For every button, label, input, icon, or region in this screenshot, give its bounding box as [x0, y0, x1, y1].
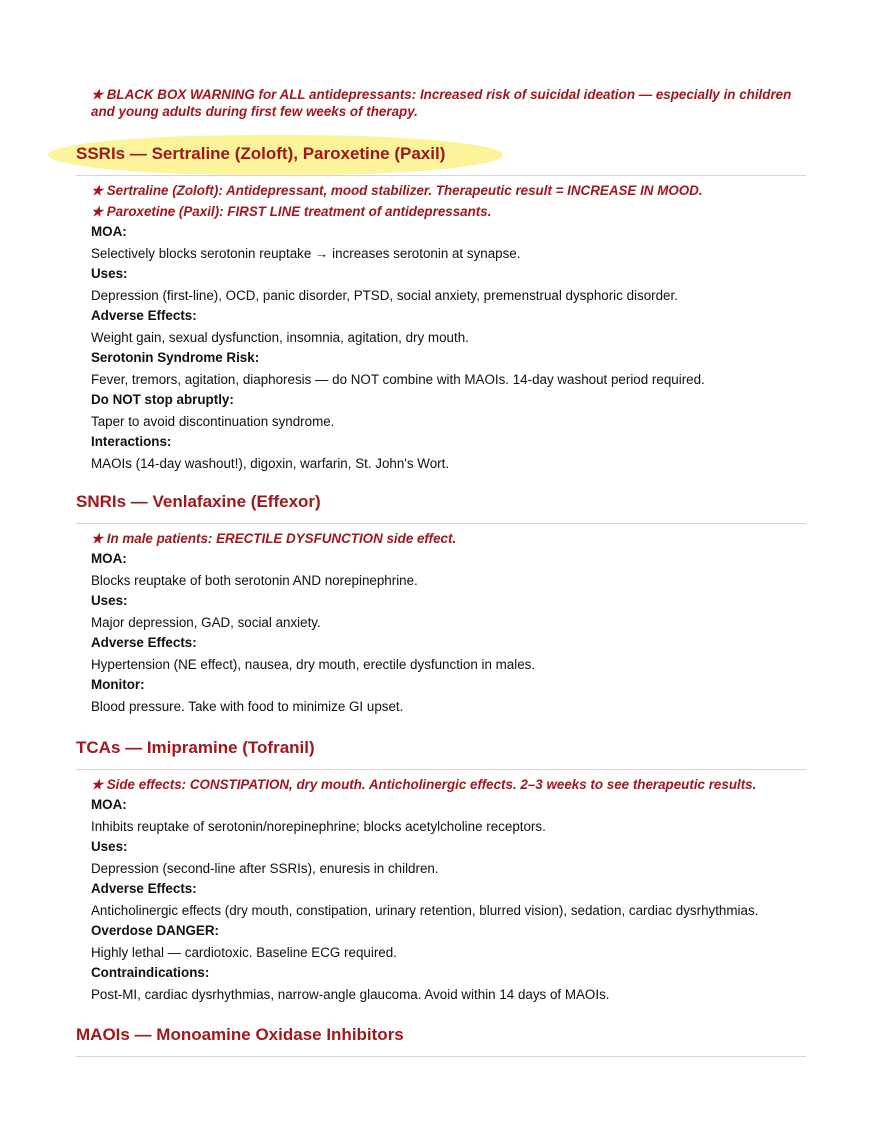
- item-label: Uses:: [91, 266, 128, 281]
- item-label: Uses:: [91, 593, 128, 608]
- black-box-warning: ★ BLACK BOX WARNING for ALL antidepressants: Increased risk of suicidal ideation — especially in children and young adults during first few weeks of therapy.: [91, 87, 792, 119]
- item-label: Contraindications:: [91, 965, 210, 980]
- section-title: [76, 735, 806, 761]
- section-tcas: [76, 735, 806, 1007]
- section-title-text: SNRIs — Venlafaxine (Effexor): [76, 492, 321, 511]
- item-label: Adverse Effects:: [91, 308, 197, 323]
- item-text: Anticholinergic effects (dry mouth, constipation, urinary retention, blurred vision), sedation, cardiac dysrhythmias.: [91, 903, 759, 918]
- item-text: Post-MI, cardiac dysrhythmias, narrow-angle glaucoma. Avoid within 14 days of MAOIs.: [91, 987, 610, 1002]
- item-label: Do NOT stop abruptly:: [91, 392, 234, 407]
- item-label: Adverse Effects:: [91, 881, 197, 896]
- item-label: Adverse Effects:: [91, 635, 197, 650]
- item-label: Serotonin Syndrome Risk:: [91, 350, 260, 365]
- divider: [76, 523, 806, 524]
- divider: [76, 769, 806, 770]
- item-text: Hypertension (NE effect), nausea, dry mouth, erectile dysfunction in males.: [91, 657, 536, 672]
- item-text: MAOIs (14-day washout!), digoxin, warfarin, St. John's Wort.: [91, 456, 450, 471]
- section-maois: [76, 1022, 806, 1063]
- item-text: Weight gain, sexual dysfunction, insomnia, agitation, dry mouth.: [91, 330, 469, 345]
- item-label: Monitor:: [91, 677, 145, 692]
- section-title: [76, 489, 806, 515]
- note: ★ In male patients: ERECTILE DYSFUNCTION side effect.: [91, 531, 457, 546]
- divider: [76, 1056, 806, 1057]
- item-text: Blocks reuptake of both serotonin AND norepinephrine.: [91, 573, 418, 588]
- item-label: MOA:: [91, 224, 127, 239]
- item-label: Overdose DANGER:: [91, 923, 219, 938]
- item-text: Major depression, GAD, social anxiety.: [91, 615, 321, 630]
- section-title-text: SSRIs — Sertraline (Zoloft), Paroxetine (Paxil): [76, 144, 446, 163]
- note: ★ Side effects: CONSTIPATION, dry mouth. Anticholinergic effects. 2–3 weeks to see therapeutic results.: [91, 777, 757, 792]
- item-text: Fever, tremors, agitation, diaphoresis — do NOT combine with MAOIs. 14-day washout period required.: [91, 372, 705, 387]
- section-snris: [76, 489, 806, 719]
- section-ssris: [76, 141, 806, 476]
- section-title: [76, 1022, 806, 1048]
- note: ★ Paroxetine (Paxil): FIRST LINE treatment of antidepressants.: [91, 204, 492, 219]
- item-label: Uses:: [91, 839, 128, 854]
- note: ★ Sertraline (Zoloft): Antidepressant, mood stabilizer. Therapeutic result = INCREASE IN MOOD.: [91, 183, 703, 198]
- item-text: Selectively blocks serotonin reuptake → increases serotonin at synapse.: [91, 246, 521, 261]
- item-label: MOA:: [91, 797, 127, 812]
- item-text: Depression (first-line), OCD, panic disorder, PTSD, social anxiety, premenstrual dysphoric disorder.: [91, 288, 678, 303]
- section-title: [76, 141, 806, 167]
- item-label: Interactions:: [91, 434, 172, 449]
- item-text: Depression (second-line after SSRIs), enuresis in children.: [91, 861, 439, 876]
- section-title-text: MAOIs — Monoamine Oxidase Inhibitors: [76, 1025, 404, 1044]
- item-text: Taper to avoid discontinuation syndrome.: [91, 414, 335, 429]
- section-title-text: TCAs — Imipramine (Tofranil): [76, 738, 315, 757]
- item-text: Inhibits reuptake of serotonin/norepinephrine; blocks acetylcholine receptors.: [91, 819, 546, 834]
- divider: [76, 175, 806, 176]
- item-text: Blood pressure. Take with food to minimize GI upset.: [91, 699, 404, 714]
- item-text: Highly lethal — cardiotoxic. Baseline ECG required.: [91, 945, 397, 960]
- item-label: MOA:: [91, 551, 127, 566]
